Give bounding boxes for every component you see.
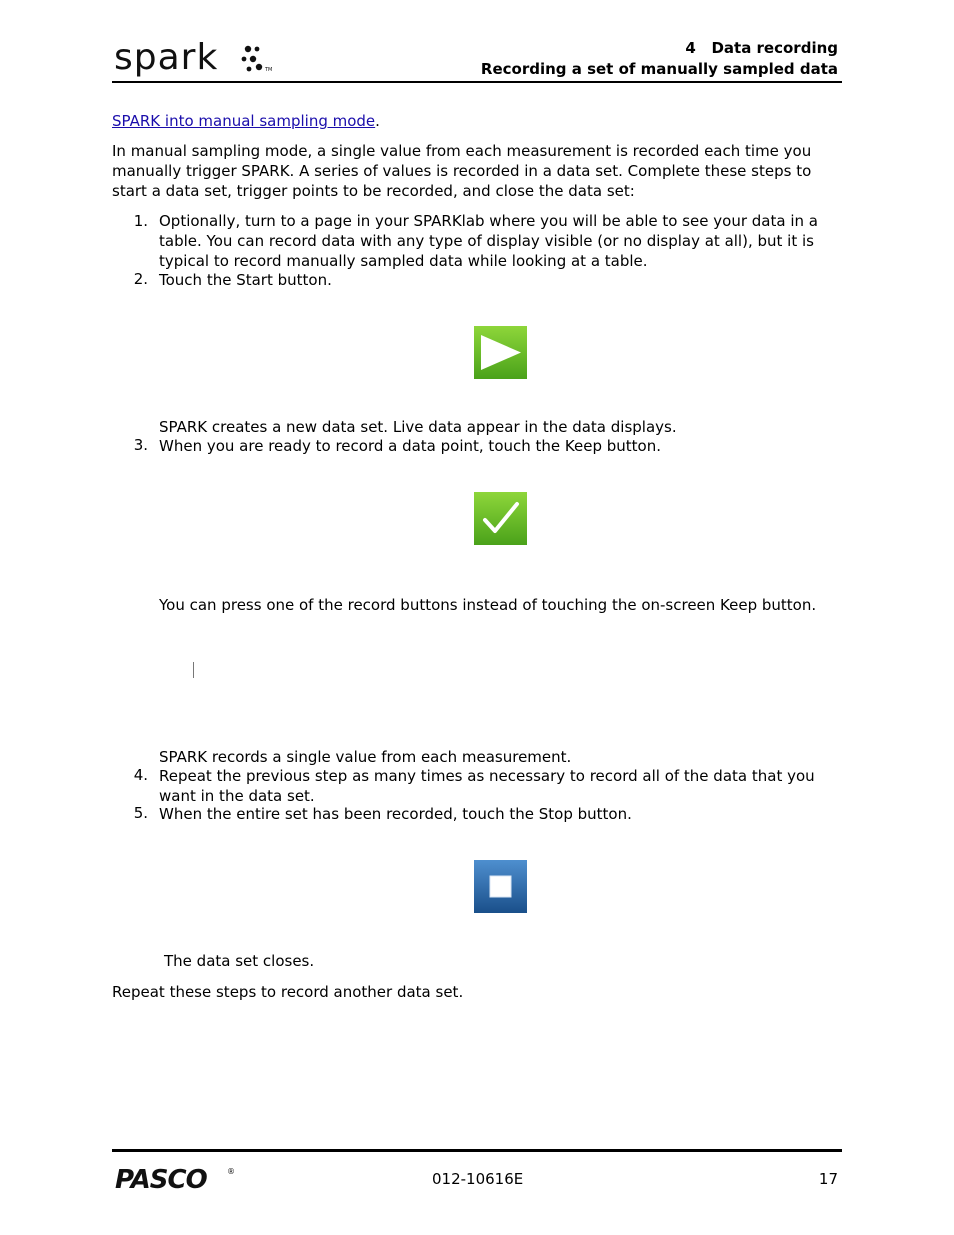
header-chapter: 4 Data recording — [685, 39, 838, 57]
spark-logo — [114, 40, 284, 80]
step-text: When you are ready to record a data point, touch the Keep button. — [159, 437, 661, 455]
intro-period: . — [375, 112, 380, 130]
manual-sampling-link[interactable]: SPARK into manual sampling mode — [112, 112, 376, 130]
step-number: 2. — [133, 270, 148, 288]
checkmark-icon — [474, 492, 527, 545]
svg-text:®: ® — [227, 1167, 235, 1176]
step-text: When the entire set has been recorded, touch the Stop button. — [159, 805, 632, 823]
keep-note: You can press one of the record buttons instead of touching the on-screen Keep button. — [159, 596, 817, 614]
cursor-mark — [193, 662, 194, 678]
intro-line — [112, 111, 380, 131]
svg-text:PASCO: PASCO — [115, 1165, 207, 1192]
keep-result: SPARK records a single value from each measurement. — [159, 748, 572, 766]
stop-icon — [474, 860, 527, 913]
step-number: 4. — [133, 766, 148, 784]
step-text: Optionally, turn to a page in your SPARKlab where you will be able to see your data in a table. You can record data with any type of display visible (or no display at all), but it is typical to record manually sampled data while looking at a table. — [159, 212, 818, 270]
step-number: 3. — [133, 436, 148, 454]
header-rule — [112, 81, 842, 83]
stop-result: The data set closes. — [164, 952, 315, 970]
step-text: Touch the Start button. — [159, 271, 332, 289]
running-header — [481, 38, 838, 80]
play-icon — [474, 326, 527, 379]
step-text: Repeat the previous step as many times as necessary to record all of the data that you want in the data set. — [159, 767, 815, 805]
start-result: SPARK creates a new data set. Live data appear in the data displays. — [159, 418, 677, 436]
footer-rule — [112, 1149, 842, 1152]
step-number: 1. — [133, 212, 148, 230]
svg-text:TM: TM — [265, 67, 273, 73]
header-section: Recording a set of manually sampled data — [480, 60, 838, 78]
closing-paragraph: Repeat these steps to record another data set. — [112, 983, 464, 1001]
pasco-logo — [115, 1164, 237, 1192]
svg-text:spark: spark — [114, 40, 219, 78]
page-number: 17 — [818, 1170, 838, 1188]
intro-paragraph: In manual sampling mode, a single value from each measurement is recorded each time you manually trigger SPARK. A series of values is recorded in a data set. Complete these steps to start a data set, trigger points to be recorded, and close the data set: — [112, 142, 812, 200]
step-number: 5. — [133, 804, 148, 822]
document-number: 012-10616E — [432, 1170, 524, 1188]
